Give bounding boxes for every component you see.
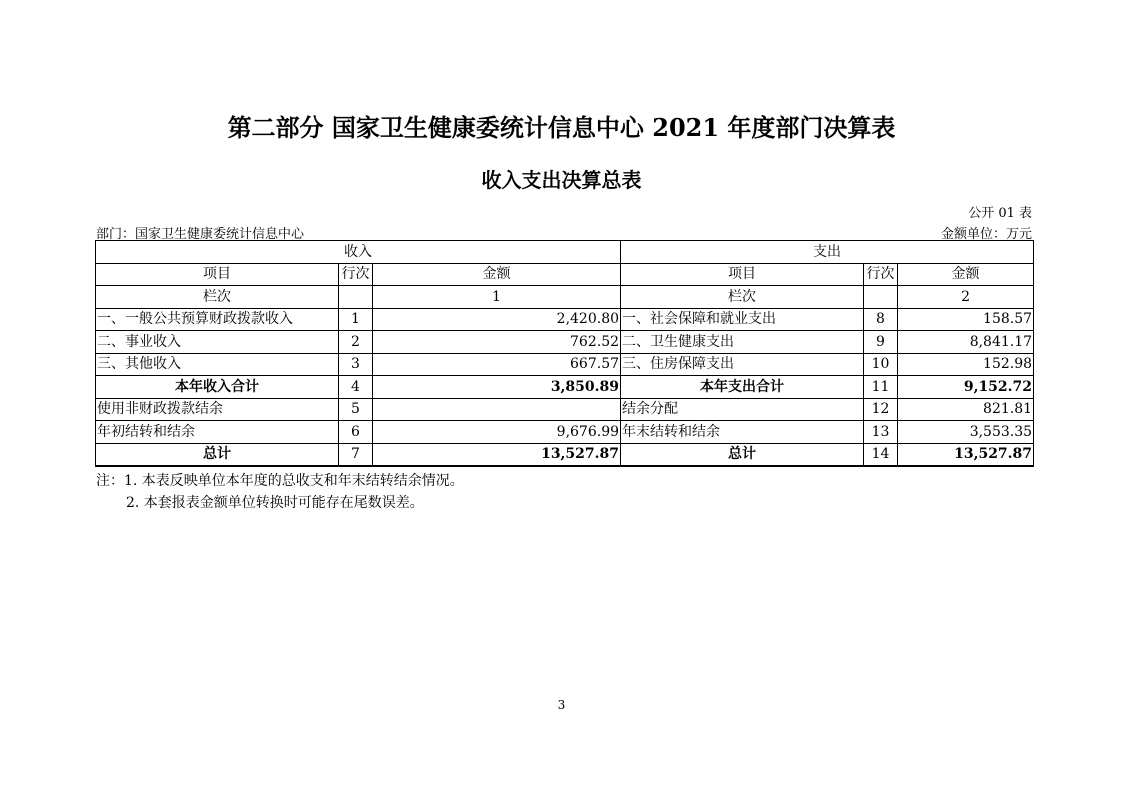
col-order-2: 2 — [898, 286, 1034, 309]
table-row — [96, 331, 1034, 354]
income-line: 3 — [339, 353, 373, 376]
expense-item: 三、住房保障支出 — [621, 353, 864, 376]
col-order-1: 1 — [373, 286, 621, 309]
expense-line: 13 — [864, 421, 898, 444]
expense-line: 8 — [864, 308, 898, 331]
amount-unit-label: 金额单位：万元 — [940, 227, 1032, 242]
income-amount: 13,527.87 — [373, 443, 621, 466]
table-row — [96, 353, 1034, 376]
expense-item: 一、社会保障和就业支出 — [621, 308, 864, 331]
col-header-amount: 金额 — [373, 263, 621, 286]
table-code: 公开 01 表 — [968, 206, 1032, 221]
expense-header: 支出 — [621, 241, 1034, 264]
col-order-blank-expense — [864, 286, 898, 309]
expense-amount: 821.81 — [898, 398, 1034, 421]
income-item: 本年收入合计 — [96, 376, 339, 399]
income-line: 7 — [339, 443, 373, 466]
expense-line: 10 — [864, 353, 898, 376]
table-row — [96, 308, 1034, 331]
expense-amount: 3,553.35 — [898, 421, 1034, 444]
col-order-label-expense: 栏次 — [621, 286, 864, 309]
income-line: 6 — [339, 421, 373, 444]
expense-item: 总计 — [621, 443, 864, 466]
expense-item: 二、卫生健康支出 — [621, 331, 864, 354]
income-line: 5 — [339, 398, 373, 421]
expense-item: 结余分配 — [621, 398, 864, 421]
income-header: 收入 — [96, 241, 621, 264]
income-line: 1 — [339, 308, 373, 331]
page-number: 3 — [557, 698, 566, 712]
expense-item: 本年支出合计 — [621, 376, 864, 399]
table-notes — [96, 470, 464, 514]
table-column-header-row — [96, 263, 1034, 286]
col-header-line: 行次 — [339, 263, 373, 286]
expense-line: 9 — [864, 331, 898, 354]
table-row-total — [96, 443, 1034, 466]
expense-line: 11 — [864, 376, 898, 399]
table-subtitle: 收入支出决算总表 — [481, 168, 642, 192]
income-item: 二、事业收入 — [96, 331, 339, 354]
table-column-order-row — [96, 286, 1034, 309]
expense-amount: 158.57 — [898, 308, 1034, 331]
expense-amount: 9,152.72 — [898, 376, 1034, 399]
income-amount: 667.57 — [373, 353, 621, 376]
expense-line: 12 — [864, 398, 898, 421]
table-row — [96, 421, 1034, 444]
col-header-amount-expense: 金额 — [898, 263, 1034, 286]
income-amount: 2,420.80 — [373, 308, 621, 331]
note-2: 2. 本套报表金额单位转换时可能存在尾数误差。 — [126, 495, 424, 511]
income-expense-table — [95, 240, 1034, 467]
expense-amount: 13,527.87 — [898, 443, 1034, 466]
note-1: 注：1. 本表反映单位本年度的总收支和年末结转结余情况。 — [96, 473, 464, 489]
col-header-item: 项目 — [96, 263, 339, 286]
income-item: 三、其他收入 — [96, 353, 339, 376]
document-title: 第二部分 国家卫生健康委统计信息中心 2021 年度部门决算表 — [227, 113, 896, 142]
table-row — [96, 398, 1034, 421]
expense-line: 14 — [864, 443, 898, 466]
col-order-blank — [339, 286, 373, 309]
col-header-line-expense: 行次 — [864, 263, 898, 286]
table-row-subtotal — [96, 376, 1034, 399]
income-item: 一、一般公共预算财政拨款收入 — [96, 308, 339, 331]
expense-amount: 152.98 — [898, 353, 1034, 376]
income-amount — [373, 398, 621, 421]
expense-item: 年末结转和结余 — [621, 421, 864, 444]
income-item: 使用非财政拨款结余 — [96, 398, 339, 421]
income-line: 4 — [339, 376, 373, 399]
income-line: 2 — [339, 331, 373, 354]
income-amount: 9,676.99 — [373, 421, 621, 444]
income-amount: 762.52 — [373, 331, 621, 354]
income-amount: 3,850.89 — [373, 376, 621, 399]
table-group-header-row — [96, 241, 1034, 264]
income-item: 总计 — [96, 443, 339, 466]
col-header-item-expense: 项目 — [621, 263, 864, 286]
col-order-label: 栏次 — [96, 286, 339, 309]
income-item: 年初结转和结余 — [96, 421, 339, 444]
expense-amount: 8,841.17 — [898, 331, 1034, 354]
department-label: 部门：国家卫生健康委统计信息中心 — [96, 227, 305, 242]
